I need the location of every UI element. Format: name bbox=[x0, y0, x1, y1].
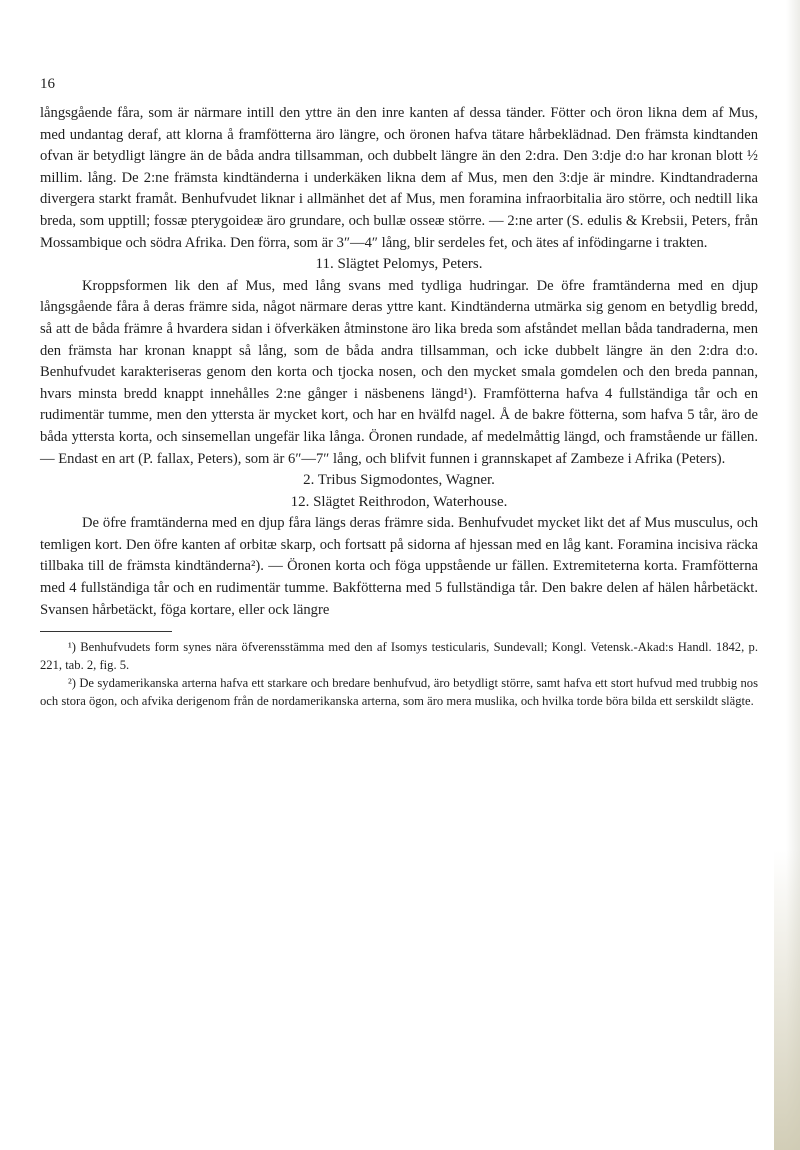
paragraph-1: långsgående fåra, som är närmare intill den yttre än den inre kanten af dessa tänder. Fötter och öron likna dem af Mus, med undantag deraf, att klorna å framfötterna äro längre, och öronen hafva tätare hårbeklädnad. Den främsta kindtanden ofvan är betydligt längre än de båda andra tillsamman, och dubbelt längre än den 2:dra. Den 3:dje d:o har kronan blott ½ millim. lång. De 2:ne främsta kindtänderna i underkäken likna dem af Mus, men den 3:dje är mindre. Kindtandraderna divergera starkt framåt. Benhufvudet liknar i allmänhet det af Mus, men foramina infraorbitalia äro större, och nedtill lika breda, som upptill; fossæ pterygoideæ äro grundare, och bullæ osseæ större. — 2:ne arter (S. edulis & Krebsii, Peters, från Mossambique och södra Afrika. Den förra, som är 3″—4″ lång, blir serdeles fet, och ätes af infödingarne i trakten. bbox=[40, 105, 758, 251]
footnotes bbox=[40, 638, 758, 710]
footnote-2: ²) De sydamerikanska arterna hafva ett starkare och bredare benhufvud, äro betydligt större, samt hafva ett stort hufvud med trubbig nos och stora ögon, och afvika derigenom från de nordamerikanska arterna, som äro mera muslika, och hvilka torde böra bilda ett serskildt slägte. bbox=[40, 676, 758, 709]
heading-reithrodon: 12. Slägtet Reithrodon, Waterhouse. bbox=[290, 493, 508, 510]
heading-pelomys: 11. Slägtet Pelomys, Peters. bbox=[315, 256, 483, 273]
footnote-1: ¹) Benhufvudets form synes nära öfverensstämma med den af Isomys testicularis, Sundevall; Kongl. Vetensk.-Akad:s Handl. 1842, p. 221, tab. 2, fig. 5. bbox=[40, 640, 758, 673]
footnote-divider bbox=[40, 631, 172, 632]
heading-tribus-sigmodontes: 2. Tribus Sigmodontes, Wagner. bbox=[303, 472, 495, 489]
page-number: 16 bbox=[40, 76, 55, 92]
paragraph-3: De öfre framtänderna med en djup fåra längs deras främre sida. Benhufvudet mycket likt det af Mus musculus, och temligen kort. Den öfre kanten af orbitæ skarp, och fortsatt på sidorna af hjessan med en låg kant. Foramina incisiva räcka tillbaka till de främsta kindtänderna²). — Öronen korta och föga uppstående ur fällen. Extremiteterna korta. Framfötterna med 4 fullständiga tår och en rudimentär tumme. Bakfötterna med 5 fullständiga tår. Den bakre delen af hälen hårbetäckt. Svansen hårbetäckt, föga kortare, eller ock längre bbox=[40, 515, 758, 618]
main-text bbox=[40, 103, 758, 710]
paragraph-2: Kroppsformen lik den af Mus, med lång svans med tydliga hudringar. De öfre framtänderna med en djup långsgående fåra å deras främre sida, något närmare deras yttre kant. Kindtänderna utmärka sig genom en betydlig bredd, så att de båda främre å hvardera sidan i öfverkäken åtminstone äro lika breda som afståndet mellan båda tandraderna, men den främsta har kronan knappt så lång, som de båda andra tillsamman, och icke dubbelt längre än den 2:dra d:o. Benhufvudet karakteriseras genom den korta och tjocka nosen, och den mycket smala gomdelen och den breda pannan, hvars minsta bredd knappt innehålles 2:ne gånger i näsbenens längd¹). Framfötterna hafva 4 fullständiga tår och en rudimentär tumme, men den yttersta är mycket kort, och har en hvälfd nagel. Å de bakre fötterna, som hafva 5 tår, äro de båda yttersta korta, och sinsemellan ungefär lika långa. Öronen rundade, af medelmåttig längd, och framstående ur fällen. — Endast en art (P. fallax, Peters), som är 6″—7″ lång, och blifvit funnen i grannskapet af Zambeze i Afrika (Peters). bbox=[40, 277, 758, 467]
page-corner-stain bbox=[774, 850, 800, 1150]
